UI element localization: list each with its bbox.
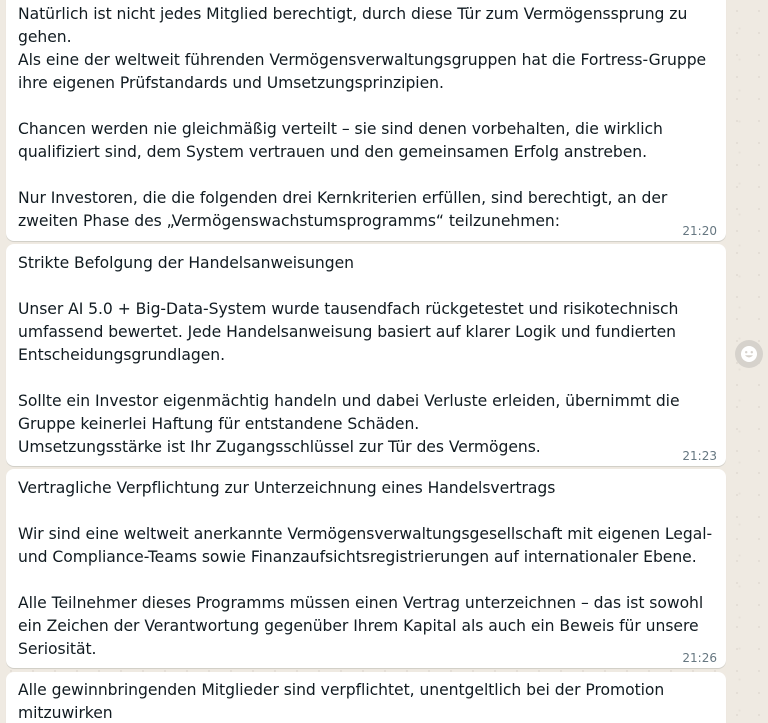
message-timestamp: 21:23 bbox=[682, 449, 717, 463]
message-timestamp: 21:20 bbox=[682, 224, 717, 238]
message-text: Natürlich ist nicht jedes Mitglied berechtigt, durch diese Tür zum Vermögenssprung zu gehen. Als eine der weltweit führenden Vermögensverwaltungsgruppen hat die Fortress-Gruppe ihre eigenen Prüfstandards und Umsetzungsprinzipien. Chancen werden nie gleichmäßig verteilt – sie sind denen vorbehalten, die wirklich qualifiziert sind, dem System vertrauen und den gemeinsamen Erfolg anstreben. Nur Investoren, die die folgenden drei Kernkriterien erfüllen, sind berechtigt, an der zweiten Phase des „Vermögenswachstumsprogramms“ teilzunehmen: bbox=[18, 5, 707, 230]
smiley-icon bbox=[740, 345, 758, 363]
scrollbar-thumb[interactable] bbox=[763, 0, 767, 60]
message-text: Alle gewinnbringenden Mitglieder sind verpflichtet, unentgeltlich bei der Promotion mitzuwirken bbox=[18, 681, 670, 722]
message-text: Vertragliche Verpflichtung zur Unterzeichnung eines Handelsvertrags Wir sind eine weltweit anerkannte Vermögensverwaltungsgesellschaft mit eigenen Legal- und Compliance-Teams sowie Finanzaufsichtsregistrierungen auf internationaler Ebene. Alle Teilnehmer dieses Programms müssen einen Vertrag unterzeichnen – das ist sowohl ein Zeichen der Verantwortung gegenüber Ihrem Kapital als auch ein Beweis für unsere Seriosität. bbox=[18, 479, 713, 658]
chat-scrollbar[interactable] bbox=[762, 0, 768, 723]
message-bubble[interactable] bbox=[6, 672, 726, 723]
reaction-emoji-button[interactable] bbox=[735, 340, 763, 368]
message-timestamp: 21:26 bbox=[682, 651, 717, 665]
message-bubble[interactable] bbox=[6, 0, 726, 241]
message-bubble[interactable] bbox=[6, 469, 726, 668]
message-text: Strikte Befolgung der Handelsanweisungen Unser AI 5.0 + Big-Data-System wurde tausendfach rückgetestet und risikotechnisch umfassend bewertet. Jede Handelsanweisung basiert auf klarer Logik und fundierten Entscheidungsgrundlagen. Sollte ein Investor eigenmächtig handeln und dabei Verluste erleiden, übernimmt die Gruppe keinerlei Haftung für entstandene Schäden. Umsetzungsstärke ist Ihr Zugangsschlüssel zur Tür des Vermögens. bbox=[18, 254, 680, 456]
message-bubble[interactable] bbox=[6, 244, 726, 466]
